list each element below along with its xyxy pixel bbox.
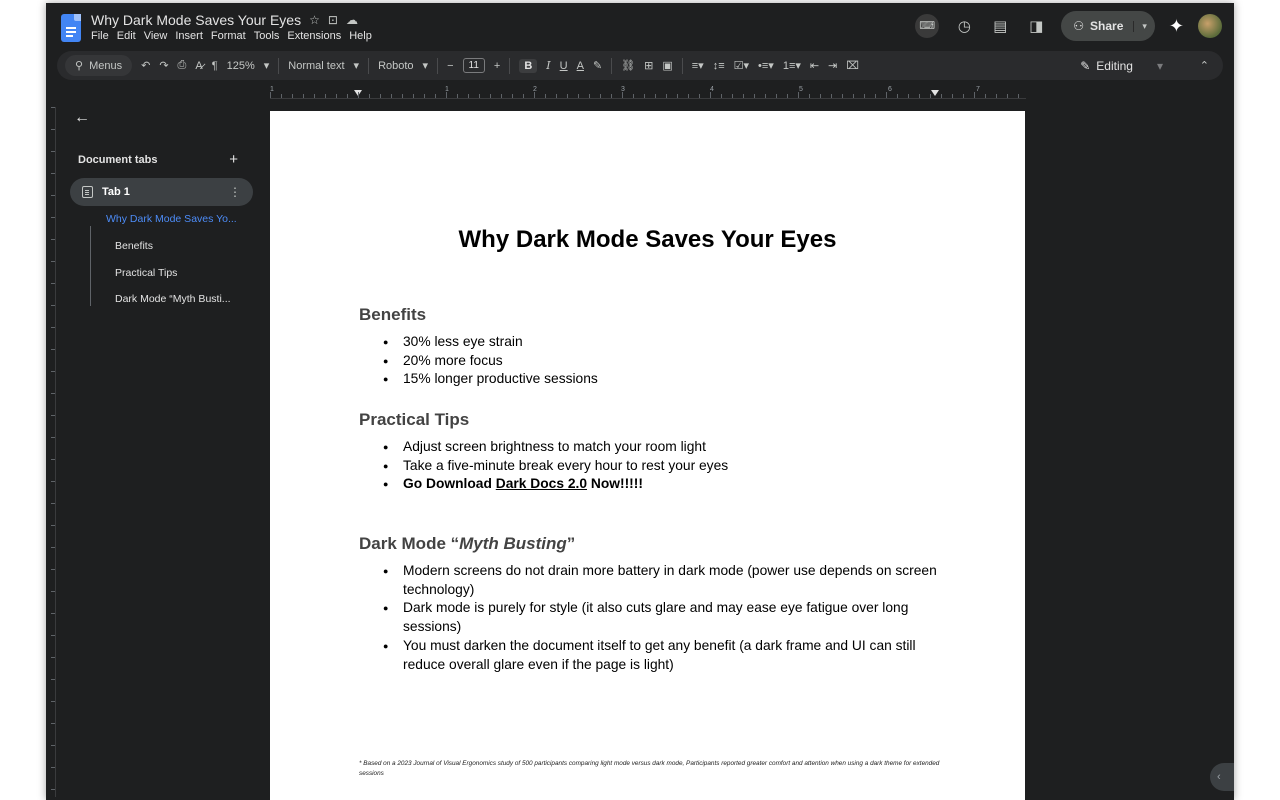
ruler-tick xyxy=(413,94,414,98)
ruler-tick xyxy=(51,371,55,372)
ruler-tick xyxy=(589,94,590,98)
menu-view[interactable]: View xyxy=(143,30,168,42)
ruler-tick xyxy=(402,94,403,98)
myth-heading-italic: Myth Busting xyxy=(459,534,567,553)
horizontal-ruler[interactable] xyxy=(270,87,1026,99)
ruler-tick xyxy=(919,94,920,98)
myth-busting-heading xyxy=(359,534,575,554)
ruler-tick xyxy=(391,94,392,98)
ruler-tick xyxy=(457,94,458,98)
ruler-tick xyxy=(1007,94,1008,98)
gemini-sparkle-icon[interactable]: ✦ xyxy=(1168,15,1184,36)
download-list-item xyxy=(383,475,943,494)
ruler-tick xyxy=(644,94,645,98)
menus-search-label: Menus xyxy=(89,59,123,72)
title-row xyxy=(91,11,358,29)
ruler-tick xyxy=(479,94,480,98)
ruler-number: 4 xyxy=(710,86,714,93)
ruler-tick xyxy=(985,94,986,98)
ruler-tick xyxy=(853,94,854,98)
list-item: ● 20% more focus xyxy=(383,352,943,371)
star-icon[interactable]: ☆ xyxy=(309,13,320,27)
menu-bar xyxy=(91,30,372,42)
ruler-tick xyxy=(51,613,55,614)
document-heading: Why Dark Mode Saves Your Eyes xyxy=(458,226,837,253)
myth-heading-prefix: Dark Mode “ xyxy=(359,534,460,553)
ruler-tick xyxy=(380,94,381,98)
add-comment-icon[interactable]: ⊞ xyxy=(644,60,654,72)
practical-tips-heading: Practical Tips xyxy=(359,410,470,429)
increase-indent-icon[interactable]: ⇥ xyxy=(828,60,838,72)
list-item: ● Adjust screen brightness to match your room light xyxy=(383,438,943,457)
ruler-tick xyxy=(281,94,282,98)
ruler-tick xyxy=(303,94,304,98)
ruler-tick xyxy=(732,94,733,98)
font-select[interactable]: Roboto xyxy=(378,59,414,72)
side-panel-toggle-icon[interactable]: ‹ xyxy=(1210,763,1234,791)
menu-tools[interactable]: Tools xyxy=(253,30,280,42)
ruler-tick xyxy=(51,349,55,350)
pencil-icon: ✎ xyxy=(1080,58,1091,73)
underline-button[interactable]: U xyxy=(559,59,568,72)
font-size-input[interactable]: 11 xyxy=(463,58,485,73)
ruler-tick xyxy=(51,283,55,284)
ruler-tick xyxy=(424,94,425,98)
ruler-tick xyxy=(369,94,370,98)
sidebar-tab-1[interactable] xyxy=(70,178,253,206)
decrease-font-size-icon[interactable]: − xyxy=(447,59,454,72)
ruler-tick xyxy=(567,94,568,98)
ruler-number: 1 xyxy=(445,86,449,93)
style-select[interactable]: Normal text xyxy=(288,59,345,72)
list-item: ● 15% longer productive sessions xyxy=(383,370,943,389)
ruler-tick xyxy=(864,94,865,98)
ruler-tick xyxy=(51,151,55,152)
paint-format-icon[interactable]: ¶ xyxy=(211,59,218,72)
ruler-tick xyxy=(820,94,821,98)
cloud-status-icon[interactable]: ☁ xyxy=(345,13,358,27)
ruler-tick xyxy=(51,129,55,130)
vertical-ruler xyxy=(46,107,56,797)
document-page[interactable] xyxy=(270,111,1025,800)
outline-item-benefits[interactable]: Benefits xyxy=(115,240,153,252)
right-indent-marker[interactable] xyxy=(931,90,939,96)
spellcheck-icon[interactable]: A̷ xyxy=(195,59,203,72)
ruler-tick xyxy=(51,459,55,460)
ruler-tick xyxy=(897,94,898,98)
editing-mode-label: Editing xyxy=(1096,58,1133,73)
decrease-indent-icon[interactable]: ⇤ xyxy=(809,60,820,72)
ruler-tick xyxy=(1018,94,1019,98)
ruler-tick xyxy=(787,94,788,98)
move-folder-icon[interactable]: ⊡ xyxy=(327,13,338,27)
ruler-tick xyxy=(325,94,326,98)
ruler-tick xyxy=(677,94,678,98)
ruler-tick xyxy=(51,767,55,768)
ruler-tick xyxy=(51,437,55,438)
ruler-tick xyxy=(51,107,55,108)
docs-window xyxy=(46,3,1234,800)
meet-icon[interactable]: ◨ xyxy=(1029,18,1044,35)
add-tab-icon[interactable]: + xyxy=(229,151,238,168)
ruler-tick xyxy=(358,92,359,98)
menu-extensions[interactable]: Extensions xyxy=(287,30,342,42)
ruler-tick xyxy=(908,94,909,98)
ruler-tick xyxy=(435,94,436,98)
redo-icon[interactable]: ↷ xyxy=(159,60,169,72)
ruler-tick xyxy=(468,94,469,98)
ruler-number: 5 xyxy=(799,86,803,93)
ruler-tick xyxy=(347,94,348,98)
avatar[interactable] xyxy=(1198,14,1222,38)
hide-menus-icon[interactable]: ⌃ xyxy=(1199,60,1209,72)
list-item: ● Modern screens do not drain more battery in dark mode (power use depends on screen technology) xyxy=(383,562,943,599)
benefits-list xyxy=(383,333,943,389)
ruler-tick xyxy=(51,173,55,174)
ruler-tick xyxy=(512,94,513,98)
ruler-tick xyxy=(721,94,722,98)
ruler-tick xyxy=(490,94,491,98)
ruler-tick xyxy=(51,393,55,394)
ruler-tick xyxy=(51,217,55,218)
ruler-number: 6 xyxy=(888,86,892,93)
download-suffix: Now!!!!! xyxy=(587,476,643,492)
share-button[interactable] xyxy=(1061,11,1155,41)
ruler-tick xyxy=(765,94,766,98)
list-item: ● You must darken the document itself to get any benefit (a dark frame and UI can still reduce overall glare even if the page is light) xyxy=(383,637,943,674)
share-dropdown-icon[interactable]: ▾ xyxy=(1133,21,1155,32)
ruler-tick xyxy=(578,94,579,98)
ruler-tick xyxy=(51,547,55,548)
insert-image-icon[interactable]: ▣ xyxy=(662,60,673,72)
outline-item-title[interactable]: Why Dark Mode Saves Yo... xyxy=(106,213,237,225)
print-icon[interactable]: ⎙ xyxy=(177,59,187,71)
formatting-toolbar xyxy=(57,51,1223,80)
style-caret-icon[interactable]: ▾ xyxy=(353,60,360,72)
list-item: ● Dark mode is purely for style (it also cuts glare and may ease eye fatigue over long sessions) xyxy=(383,599,943,636)
dark-docs-link[interactable]: Dark Docs 2.0 xyxy=(495,476,588,492)
myths-list xyxy=(383,562,943,674)
divider xyxy=(682,58,683,74)
accessibility-icon[interactable]: ⌨ xyxy=(915,14,939,38)
ruler-tick xyxy=(51,327,55,328)
undo-icon[interactable]: ↶ xyxy=(141,60,151,72)
divider xyxy=(368,58,369,74)
ruler-tick xyxy=(941,94,942,98)
outline-item-practical-tips[interactable]: Practical Tips xyxy=(115,267,178,279)
ruler-tick xyxy=(51,525,55,526)
outline-guide xyxy=(90,226,91,306)
benefits-heading: Benefits xyxy=(359,305,427,324)
ruler-tick xyxy=(809,94,810,98)
ruler-tick xyxy=(51,305,55,306)
tab-label: Tab 1 xyxy=(102,186,130,198)
divider xyxy=(611,58,612,74)
menu-edit[interactable]: Edit xyxy=(116,30,136,42)
zoom-caret-icon[interactable]: ▾ xyxy=(263,60,270,72)
ruler-tick xyxy=(336,94,337,98)
document-title[interactable]: Why Dark Mode Saves Your Eyes xyxy=(91,12,302,28)
version-history-icon[interactable]: ◷ xyxy=(957,18,971,35)
document-tabs-header xyxy=(78,151,238,168)
text-color-button[interactable]: A xyxy=(576,59,584,72)
ruler-tick xyxy=(886,92,887,98)
ruler-tick xyxy=(523,94,524,98)
line-spacing-icon[interactable]: ↕≡ xyxy=(712,59,725,72)
divider xyxy=(278,58,279,74)
ruler-tick xyxy=(776,94,777,98)
more-options-icon[interactable]: ⋮ xyxy=(229,185,241,199)
ruler-tick xyxy=(952,94,953,98)
bold-button[interactable]: B xyxy=(519,59,537,73)
footnote: * Based on a 2023 Journal of Visual Ergonomics study of 500 participants comparing light mode versus dark mode, Participants reported greater comfort and attention when using a dark theme for extended sessions xyxy=(359,760,940,777)
ruler-tick xyxy=(655,94,656,98)
ruler-tick xyxy=(51,701,55,702)
ruler-tick xyxy=(556,94,557,98)
ruler-tick xyxy=(996,94,997,98)
ruler-tick xyxy=(600,94,601,98)
ruler-tick xyxy=(51,239,55,240)
ruler-tick xyxy=(743,94,744,98)
menu-insert[interactable]: Insert xyxy=(175,30,203,42)
highlight-icon[interactable]: ✎ xyxy=(592,60,603,72)
ruler-number: 7 xyxy=(976,86,980,93)
divider xyxy=(437,58,438,74)
ruler-tick xyxy=(51,679,55,680)
ruler-tick xyxy=(51,481,55,482)
ruler-tick xyxy=(51,591,55,592)
ruler-number: 2 xyxy=(533,86,537,93)
list-item: ● Take a five-minute break every hour to rest your eyes xyxy=(383,457,943,476)
zoom-select[interactable]: 125% xyxy=(226,59,255,72)
font-caret-icon[interactable]: ▾ xyxy=(422,60,429,72)
people-icon: ⚇ xyxy=(1073,19,1085,33)
checklist-icon[interactable]: ☑▾ xyxy=(733,60,750,72)
editing-mode-button[interactable] xyxy=(1080,59,1163,73)
tips-list xyxy=(383,438,943,494)
ruler-tick xyxy=(831,94,832,98)
ruler-tick xyxy=(51,569,55,570)
ruler-tick xyxy=(51,657,55,658)
ruler-tick xyxy=(51,723,55,724)
editing-caret-icon: ▾ xyxy=(1156,58,1163,73)
menu-format[interactable]: Format xyxy=(210,30,246,42)
ruler-tick xyxy=(51,745,55,746)
italic-button[interactable]: I xyxy=(546,59,551,72)
download-prefix: Go Download xyxy=(403,476,496,492)
ruler-tick xyxy=(545,94,546,98)
back-arrow-icon[interactable]: ← xyxy=(74,109,90,126)
ruler-tick xyxy=(754,94,755,98)
ruler-tick xyxy=(875,94,876,98)
divider xyxy=(509,58,510,74)
ruler-tick xyxy=(963,94,964,98)
increase-font-size-icon[interactable]: + xyxy=(493,59,501,72)
align-icon[interactable]: ≡▾ xyxy=(691,60,704,72)
clear-formatting-icon[interactable]: ⌧ xyxy=(846,60,860,72)
ruler-tick xyxy=(51,789,55,790)
ruler-tick xyxy=(51,635,55,636)
ruler-tick xyxy=(633,94,634,98)
document-tabs-title: Document tabs xyxy=(78,153,158,166)
ruler-tick xyxy=(292,94,293,98)
ruler-tick xyxy=(930,94,931,98)
ruler-number: 3 xyxy=(621,86,625,93)
menus-search[interactable] xyxy=(65,55,132,76)
ruler-tick xyxy=(699,94,700,98)
ruler-tick xyxy=(501,94,502,98)
share-label: Share xyxy=(1090,19,1124,33)
ruler-tick xyxy=(51,415,55,416)
numbered-list-icon[interactable]: 1≡▾ xyxy=(782,60,801,72)
outline-item-myth-busting[interactable]: Dark Mode “Myth Busti... xyxy=(115,293,231,305)
ruler-tick xyxy=(314,94,315,98)
ruler-tick xyxy=(51,503,55,504)
bulleted-list-icon[interactable]: •≡▾ xyxy=(758,60,774,72)
myth-heading-suffix: ” xyxy=(566,534,576,553)
ruler-tick xyxy=(51,195,55,196)
ruler-number: 1 xyxy=(270,86,274,93)
link-icon[interactable]: ⛓ xyxy=(621,60,636,72)
ruler-tick xyxy=(842,94,843,98)
ruler-tick xyxy=(688,94,689,98)
menu-help[interactable]: Help xyxy=(349,30,372,42)
list-item: ● 30% less eye strain xyxy=(383,333,943,352)
ruler-tick xyxy=(611,94,612,98)
ruler-tick xyxy=(666,94,667,98)
menu-file[interactable]: File xyxy=(91,30,109,42)
document-icon xyxy=(82,186,93,198)
ruler-tick xyxy=(51,261,55,262)
docs-logo-icon[interactable] xyxy=(61,14,81,42)
comments-icon[interactable]: ▤ xyxy=(993,18,1008,35)
header-actions xyxy=(915,10,1222,42)
ruler-tick xyxy=(974,92,975,98)
search-icon: ⚲ xyxy=(75,60,84,72)
